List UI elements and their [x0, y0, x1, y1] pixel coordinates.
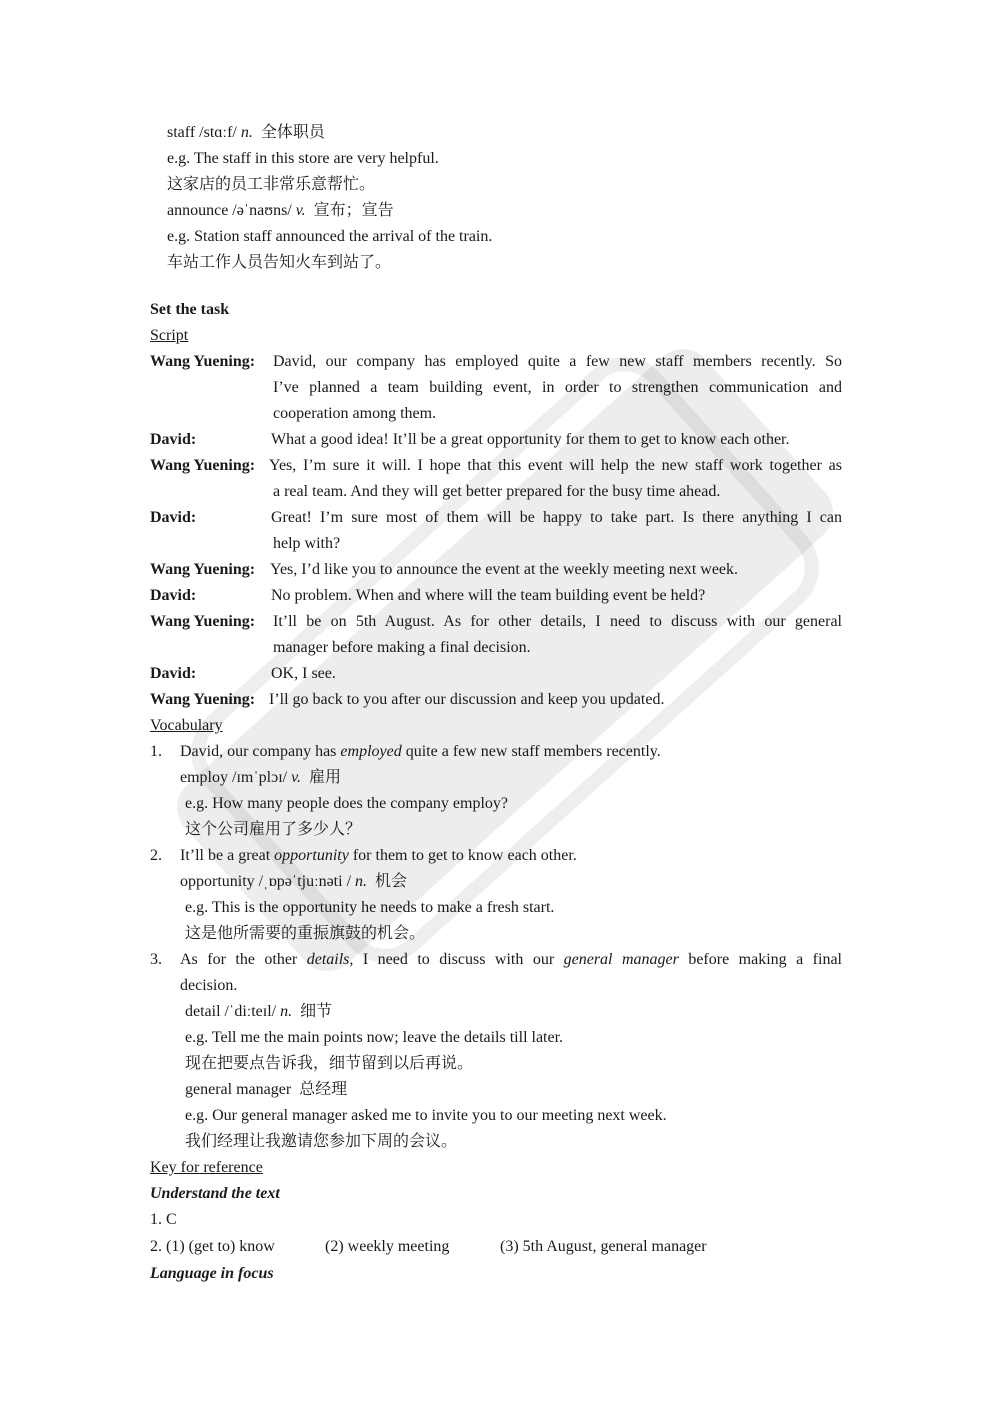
dialogue-line: I’ll go back to you after our discussion and keep you updated.	[269, 691, 665, 708]
vocab-meaning: 全体职员	[260, 124, 325, 141]
example-sentence: e.g. How many people does the company employ?	[185, 795, 509, 812]
dialogue-line: What a good idea! It’ll be a great opportunity for them to get to know each other.	[271, 431, 790, 448]
example-sentence: e.g. Station staff announced the arrival of the train.	[167, 228, 493, 245]
dialogue-line: Great! I’m sure most of them will be happy to take part. Is there anything I can	[271, 509, 842, 526]
example-translation: 车站工作人员告知火车到站了。	[167, 254, 392, 271]
speaker-name: David:	[150, 431, 197, 448]
example-sentence: e.g. This is the opportunity he needs to make a fresh start.	[185, 899, 555, 916]
script-label: Script	[150, 327, 189, 344]
vocab-sentence: David, our company has employed quite a few new staff members recently.	[180, 743, 661, 760]
section-heading: Set the task	[150, 301, 230, 318]
dialogue-line: manager before making a final decision.	[273, 639, 531, 656]
example-translation: 我们经理让我邀请您参加下周的会议。	[185, 1133, 458, 1150]
speaker-name: David:	[150, 587, 197, 604]
vocab-word: staff /stɑːf/	[167, 124, 237, 141]
example-translation: 这个公司雇用了多少人？	[185, 821, 362, 838]
speaker-name: Wang Yuening:	[150, 561, 256, 578]
dialogue-line: a real team. And they will get better prepared for the busy time ahead.	[273, 483, 721, 500]
speaker-name: David:	[150, 665, 197, 682]
dialogue-line: I’ve planned a team building event, in order to strengthen communication and	[273, 379, 842, 396]
dialogue-line: No problem. When and where will the team building event be held?	[271, 587, 706, 604]
vocab-employ-entry: employ /ɪmˈplɔɪ/ v. 雇用	[180, 769, 342, 786]
dialogue-line: It’ll be on 5th August. As for other details, I need to discuss with our general	[273, 613, 842, 630]
vocab-pos: n.	[240, 124, 253, 141]
language-heading: Language in focus	[150, 1265, 274, 1282]
speaker-name: Wang Yuening:	[150, 353, 256, 370]
answer-1: 1. C	[150, 1211, 177, 1228]
understand-heading: Understand the text	[150, 1185, 280, 1202]
example-sentence: e.g. The staff in this store are very helpful.	[167, 150, 439, 167]
item-number: 2.	[150, 847, 162, 864]
vocab-opportunity-entry: opportunity /ˌɒpəˈtjuːnəti / n. 机会	[180, 873, 408, 890]
dialogue-line: David, our company has employed quite a few new staff members recently. So	[273, 353, 842, 370]
vocab-general-manager-entry: general manager 总经理	[185, 1081, 348, 1098]
dialogue-line: Yes, I’d like you to announce the event at the weekly meeting next week.	[270, 561, 739, 578]
dialogue-line: help with?	[273, 535, 341, 552]
vocab-detail-entry: detail /ˈdiːteɪl/ n. 细节	[185, 1003, 333, 1020]
example-sentence: e.g. Tell me the main points now; leave the details till later.	[185, 1029, 564, 1046]
vocabulary-label: Vocabulary	[150, 717, 223, 734]
dialogue-line: cooperation among them.	[273, 405, 437, 422]
dialogue-line: Yes, I’m sure it will. I hope that this event will help the new staff work together as	[269, 457, 842, 474]
vocab-pos: v.	[295, 202, 306, 219]
dialogue-line: OK, I see.	[271, 665, 336, 682]
vocab-word: announce /əˈnaʊns/	[167, 202, 292, 219]
vocab-staff-entry	[167, 123, 325, 143]
speaker-name: Wang Yuening:	[150, 457, 256, 474]
key-label: Key for reference	[150, 1159, 263, 1176]
example-translation: 现在把要点告诉我，细节留到以后再说。	[185, 1055, 474, 1072]
speaker-name: David:	[150, 509, 197, 526]
vocab-sentence: It’ll be a great opportunity for them to get to know each other.	[180, 847, 577, 864]
vocab-meaning: 宣布；宣告	[313, 202, 394, 219]
item-number: 3.	[150, 951, 162, 968]
example-translation: 这是他所需要的重振旗鼓的机会。	[185, 925, 426, 942]
vocab-sentence: As for the other details, I need to discuss with our general manager before making a final	[180, 951, 842, 968]
example-sentence: e.g. Our general manager asked me to invite you to our meeting next week.	[185, 1107, 667, 1124]
answer-2-part-3: (3) 5th August, general manager	[500, 1238, 707, 1255]
example-translation: 这家店的员工非常乐意帮忙。	[167, 176, 376, 193]
speaker-name: Wang Yuening:	[150, 613, 256, 630]
answer-2-part-1: 2. (1) (get to) know	[150, 1238, 275, 1255]
item-number: 1.	[150, 743, 162, 760]
vocab-announce-entry	[167, 201, 394, 221]
answer-2-part-2: (2) weekly meeting	[325, 1238, 450, 1255]
speaker-name: Wang Yuening:	[150, 691, 256, 708]
vocab-sentence-cont: decision.	[180, 977, 238, 994]
